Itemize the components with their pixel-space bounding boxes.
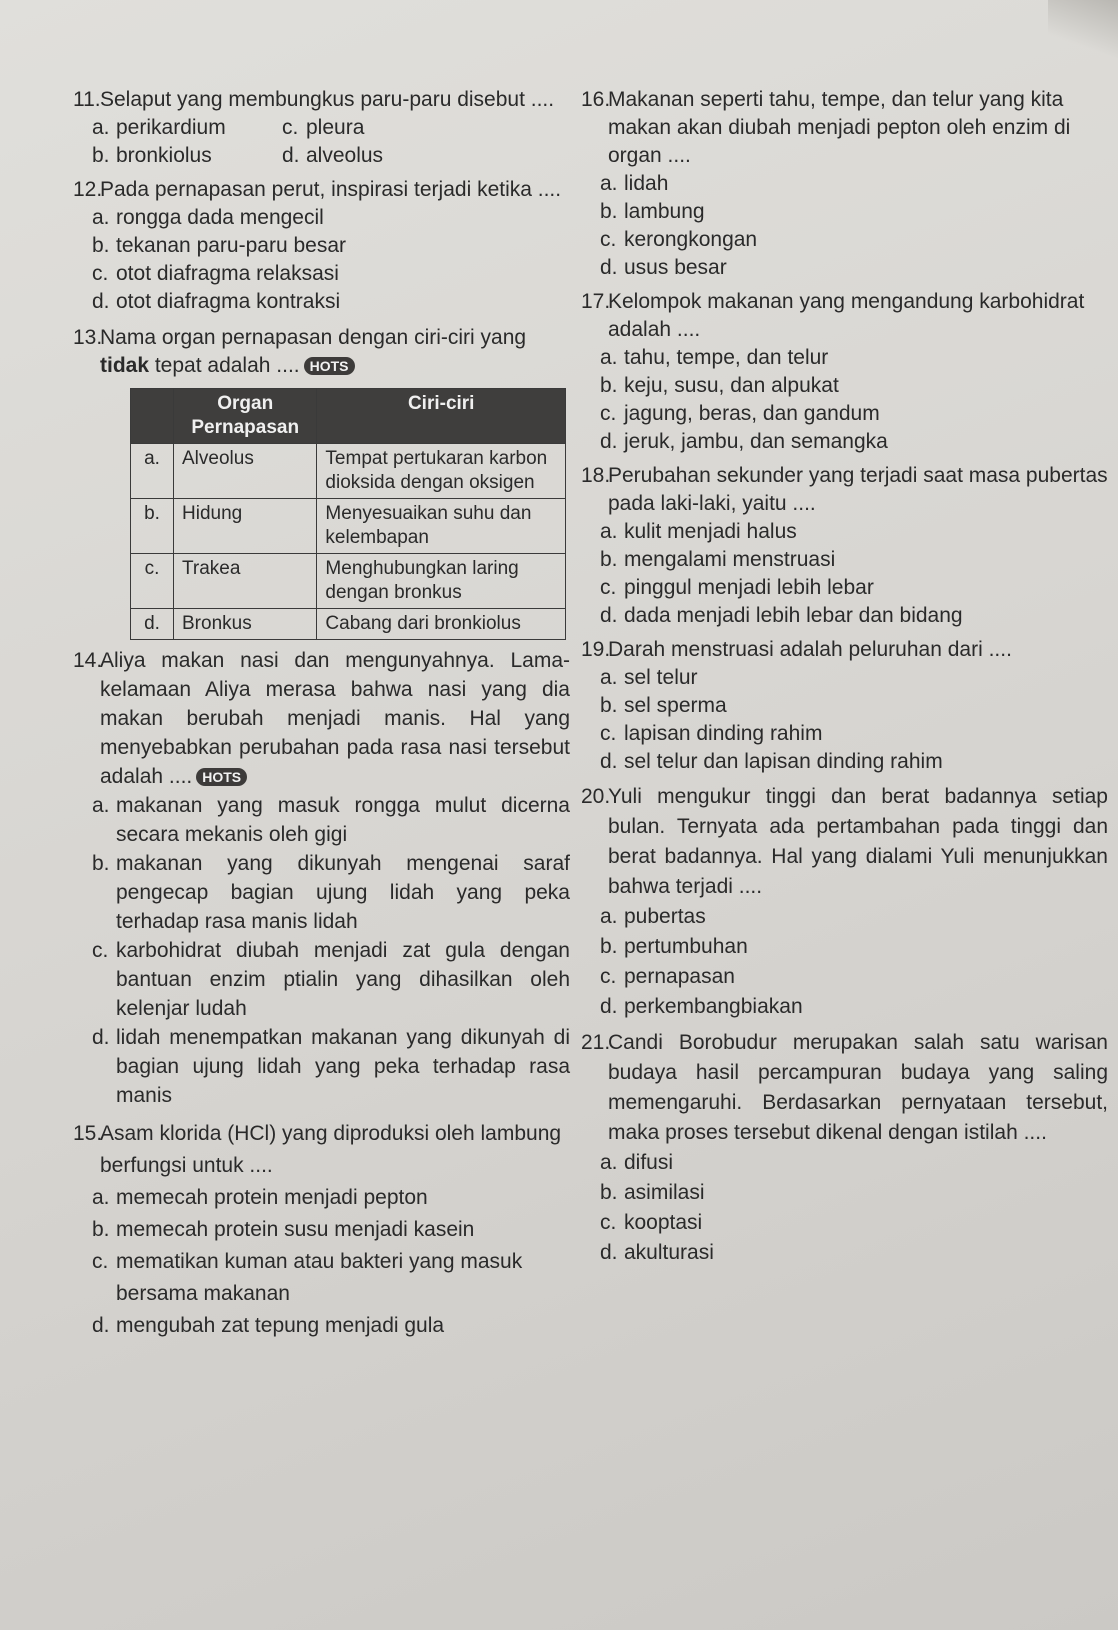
- question-number: 20.: [581, 785, 611, 808]
- option-letter: c.: [600, 1211, 617, 1234]
- option-text: memecah protein susu menjadi kasein: [116, 1218, 475, 1241]
- option-d[interactable]: [600, 428, 1108, 456]
- option-letter: d.: [600, 995, 618, 1018]
- option-d[interactable]: [600, 992, 1108, 1022]
- question-number: 11.: [73, 88, 101, 111]
- option-letter: c.: [92, 939, 109, 962]
- option-text: sel telur dan lapisan dinding rahim: [624, 750, 943, 773]
- option-text: memecah protein menjadi pepton: [116, 1186, 428, 1209]
- question-17: [581, 288, 1108, 456]
- option-text: pernapasan: [624, 965, 735, 988]
- option-a[interactable]: [600, 344, 1108, 372]
- option-b[interactable]: [600, 546, 1108, 574]
- option-letter: c.: [600, 965, 617, 988]
- question-text-part: Nama organ pernapasan dengan ciri-ciri yang: [100, 326, 527, 349]
- option-a[interactable]: [600, 664, 1108, 692]
- question-text-part: tepat adalah ....: [149, 354, 300, 377]
- option-b[interactable]: [92, 142, 282, 170]
- hots-badge: HOTS: [304, 357, 355, 375]
- option-text: lidah: [624, 172, 669, 195]
- option-text: sel sperma: [624, 694, 727, 717]
- option-letter: d.: [600, 256, 618, 279]
- option-c[interactable]: [282, 114, 570, 142]
- row-characteristic: Cabang dari bronkiolus: [317, 609, 566, 640]
- option-b[interactable]: [600, 372, 1108, 400]
- option-d[interactable]: [600, 254, 1108, 282]
- question-number: 16.: [581, 88, 611, 111]
- question-text: Selaput yang membungkus paru-paru disebut ....: [100, 88, 555, 111]
- option-text: lambung: [624, 200, 705, 223]
- option-letter: a.: [600, 1151, 618, 1174]
- option-c[interactable]: [600, 1208, 1108, 1238]
- option-letter: b.: [92, 234, 110, 257]
- option-a[interactable]: [92, 114, 282, 142]
- question-text: Perubahan sekunder yang terjadi saat masa pubertas pada laki-laki, yaitu ....: [608, 464, 1108, 515]
- option-text: sel telur: [624, 666, 698, 689]
- option-b[interactable]: [92, 1214, 570, 1246]
- question-number: 14.: [73, 649, 103, 672]
- option-text: dada menjadi lebih lebar dan bidang: [624, 604, 963, 627]
- option-c[interactable]: [600, 962, 1108, 992]
- option-letter: a.: [600, 172, 618, 195]
- question-text: Makanan seperti tahu, tempe, dan telur yang kita makan akan diubah menjadi pepton oleh enzim di organ ....: [608, 88, 1071, 167]
- question-text: Candi Borobudur merupakan salah satu warisan budaya hasil percampuran budaya yang saling memengaruhi. Berdasarkan pernyataan tersebut, maka proses tersebut dikenal dengan istilah ....: [608, 1031, 1108, 1144]
- option-text: alveolus: [306, 144, 384, 167]
- question-13: [73, 324, 570, 640]
- row-letter: c.: [131, 554, 174, 609]
- option-a[interactable]: [600, 1148, 1108, 1178]
- option-text: jeruk, jambu, dan semangka: [624, 430, 888, 453]
- option-text: perkembangbiakan: [624, 995, 803, 1018]
- option-text: otot diafragma kontraksi: [116, 290, 341, 313]
- option-letter: d.: [600, 604, 618, 627]
- option-text: usus besar: [624, 256, 727, 279]
- option-d[interactable]: [92, 1023, 570, 1110]
- option-letter: a.: [92, 1186, 110, 1209]
- option-b[interactable]: [92, 849, 570, 936]
- question-number: 17.: [581, 290, 611, 313]
- option-letter: b.: [92, 852, 110, 875]
- question-12: [73, 176, 570, 316]
- option-text: jagung, beras, dan gandum: [624, 402, 880, 425]
- option-d[interactable]: [600, 602, 1108, 630]
- option-b[interactable]: [600, 692, 1108, 720]
- option-letter: c.: [600, 576, 617, 599]
- option-letter: d.: [600, 430, 618, 453]
- question-text: [100, 646, 570, 791]
- left-column: [73, 86, 570, 1342]
- option-b[interactable]: [92, 232, 570, 260]
- question-15: [73, 1118, 570, 1342]
- option-text: pertumbuhan: [624, 935, 748, 958]
- option-c[interactable]: [600, 400, 1108, 428]
- row-letter: d.: [131, 609, 174, 640]
- option-text: tekanan paru-paru besar: [116, 234, 346, 257]
- option-letter: c.: [600, 228, 617, 251]
- option-letter: b.: [600, 200, 618, 223]
- option-text: asimilasi: [624, 1181, 705, 1204]
- row-organ: Alveolus: [174, 444, 317, 499]
- table-header-row: [131, 389, 566, 444]
- table-row[interactable]: [131, 444, 566, 499]
- option-letter: c.: [600, 402, 617, 425]
- row-characteristic: Menyesuaikan suhu dan kelembapan: [317, 499, 566, 554]
- table-header-letter: [131, 389, 174, 444]
- option-text: keju, susu, dan alpukat: [624, 374, 839, 397]
- row-letter: b.: [131, 499, 174, 554]
- option-b[interactable]: [600, 932, 1108, 962]
- right-column: [581, 86, 1108, 1268]
- question-18: [581, 462, 1108, 630]
- question-20: [581, 782, 1108, 1022]
- row-characteristic: Tempat pertukaran karbon dioksida dengan oksigen: [317, 444, 566, 499]
- table-header-organ: Organ Pernapasan: [174, 389, 317, 444]
- option-text: mengalami menstruasi: [624, 548, 836, 571]
- option-letter: d.: [600, 1241, 618, 1264]
- question-number: 19.: [581, 638, 611, 661]
- option-letter: a.: [600, 520, 618, 543]
- option-d[interactable]: [92, 1310, 570, 1342]
- option-d[interactable]: [600, 748, 1108, 776]
- option-text: makanan yang masuk rongga mulut dicerna secara mekanis oleh gigi: [116, 794, 570, 846]
- option-letter: a.: [92, 794, 110, 817]
- question-text-bold: tidak: [100, 354, 150, 377]
- organ-table: [130, 388, 566, 640]
- question-number: 15.: [73, 1122, 103, 1145]
- option-text: rongga dada mengecil: [116, 206, 324, 229]
- option-text: lapisan dinding rahim: [624, 722, 823, 745]
- question-text: Yuli mengukur tinggi dan berat badannya setiap bulan. Ternyata ada pertambahan pada tinggi dan berat badannya. Hal yang dialami Yuli menunjukkan bahwa terjadi ....: [608, 785, 1108, 898]
- option-letter: b.: [600, 1181, 618, 1204]
- question-19: [581, 636, 1108, 776]
- option-text: karbohidrat diubah menjadi zat gula dengan bantuan enzim ptialin yang dihasilkan oleh kelenjar ludah: [116, 939, 570, 1020]
- option-a[interactable]: [92, 1182, 570, 1214]
- question-21: [581, 1028, 1108, 1268]
- option-a[interactable]: [600, 518, 1108, 546]
- question-11: [73, 86, 570, 170]
- question-number: 18.: [581, 464, 611, 487]
- question-number: 13.: [73, 326, 103, 349]
- option-a[interactable]: [92, 204, 570, 232]
- option-letter: b.: [600, 548, 618, 571]
- option-text: difusi: [624, 1151, 674, 1174]
- page-corner-shadow: [1048, 0, 1118, 60]
- option-text: pubertas: [624, 905, 706, 928]
- option-c[interactable]: [92, 936, 570, 1023]
- option-c[interactable]: [600, 720, 1108, 748]
- option-letter: c.: [92, 262, 109, 285]
- option-letter: a.: [600, 346, 618, 369]
- option-letter: a.: [600, 666, 618, 689]
- option-text: kulit menjadi halus: [624, 520, 797, 543]
- option-letter: b.: [600, 374, 618, 397]
- table-row[interactable]: [131, 499, 566, 554]
- hots-badge: HOTS: [196, 768, 247, 786]
- option-text: pleura: [306, 116, 365, 139]
- option-text: mematikan kuman atau bakteri yang masuk bersama makanan: [116, 1250, 523, 1305]
- row-organ: Bronkus: [174, 609, 317, 640]
- question-text: Asam klorida (HCl) yang diproduksi oleh lambung berfungsi untuk ....: [100, 1122, 562, 1177]
- option-a[interactable]: [600, 170, 1108, 198]
- option-text: perikardium: [116, 116, 226, 139]
- table-row[interactable]: [131, 609, 566, 640]
- option-text: kerongkongan: [624, 228, 758, 251]
- row-letter: a.: [131, 444, 174, 499]
- option-text: pinggul menjadi lebih lebar: [624, 576, 874, 599]
- option-letter: d.: [600, 750, 618, 773]
- question-number: 12.: [73, 178, 103, 201]
- option-d[interactable]: [92, 288, 570, 316]
- question-16: [581, 86, 1108, 282]
- row-organ: Trakea: [174, 554, 317, 609]
- option-letter: c.: [600, 722, 617, 745]
- option-text: tahu, tempe, dan telur: [624, 346, 829, 369]
- row-characteristic: Menghubungkan laring dengan bronkus: [317, 554, 566, 609]
- question-text: Pada pernapasan perut, inspirasi terjadi ketika ....: [100, 178, 562, 201]
- option-a[interactable]: [92, 791, 570, 849]
- option-b[interactable]: [600, 1178, 1108, 1208]
- question-text: Darah menstruasi adalah peluruhan dari ....: [608, 638, 1012, 661]
- option-letter: d.: [92, 1026, 110, 1049]
- question-text-part: Aliya makan nasi dan mengunyahnya. Lama-kelamaan Aliya merasa bahwa nasi yang dia makan berubah menjadi manis. Hal yang menyebabkan perubahan pada rasa nasi tersebut adalah ....: [100, 649, 570, 788]
- option-letter: d.: [92, 1314, 110, 1337]
- option-b[interactable]: [600, 198, 1108, 226]
- option-text: otot diafragma relaksasi: [116, 262, 339, 285]
- option-text: makanan yang dikunyah mengenai saraf pengecap bagian ujung lidah yang peka terhadap rasa manis lidah: [116, 852, 570, 933]
- option-letter: b.: [600, 935, 618, 958]
- option-c[interactable]: [92, 1246, 570, 1310]
- option-c[interactable]: [600, 574, 1108, 602]
- option-a[interactable]: [600, 902, 1108, 932]
- question-text: [100, 324, 570, 380]
- question-number: 21.: [581, 1031, 611, 1054]
- option-letter: d.: [282, 144, 300, 167]
- option-letter: a.: [92, 116, 110, 139]
- option-letter: b.: [600, 694, 618, 717]
- option-letter: a.: [600, 905, 618, 928]
- option-letter: d.: [92, 290, 110, 313]
- option-text: bronkiolus: [116, 144, 212, 167]
- table-header-characteristics: Ciri-ciri: [317, 389, 566, 444]
- question-text: Kelompok makanan yang mengandung karbohidrat adalah ....: [608, 290, 1085, 341]
- question-14: [73, 646, 570, 1110]
- option-c[interactable]: [600, 226, 1108, 254]
- option-letter: c.: [92, 1250, 109, 1273]
- option-text: akulturasi: [624, 1241, 714, 1264]
- option-letter: b.: [92, 144, 110, 167]
- option-letter: b.: [92, 1218, 110, 1241]
- option-letter: a.: [92, 206, 110, 229]
- option-text: kooptasi: [624, 1211, 703, 1234]
- option-d[interactable]: [282, 142, 570, 170]
- option-d[interactable]: [600, 1238, 1108, 1268]
- row-organ: Hidung: [174, 499, 317, 554]
- option-c[interactable]: [92, 260, 570, 288]
- table-row[interactable]: [131, 554, 566, 609]
- option-text: lidah menempatkan makanan yang dikunyah di bagian ujung lidah yang peka terhadap rasa manis: [116, 1026, 570, 1107]
- option-letter: c.: [282, 116, 299, 139]
- option-text: mengubah zat tepung menjadi gula: [116, 1314, 445, 1337]
